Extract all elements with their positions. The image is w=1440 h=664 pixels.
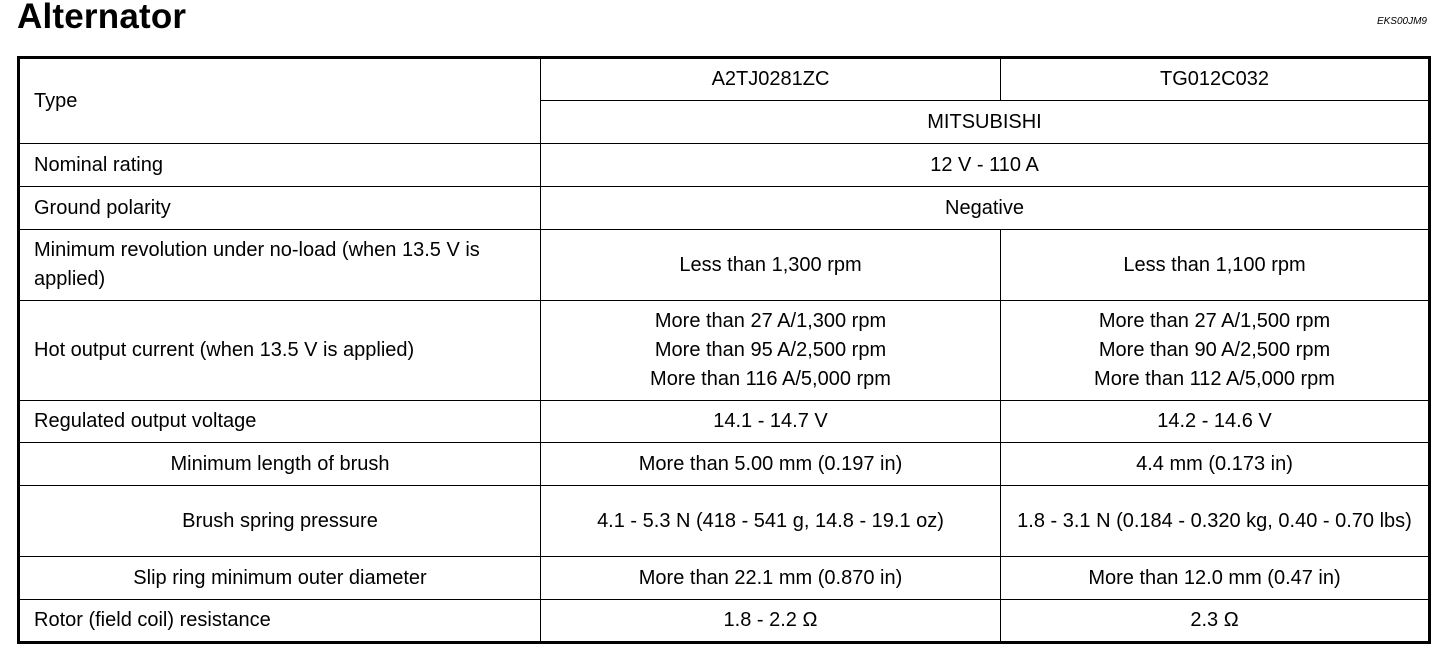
row-label: Rotor (field coil) resistance (19, 600, 541, 643)
value-line: More than 116 A/5,000 rpm (650, 368, 891, 390)
row-label: Minimum length of brush (19, 443, 541, 486)
row-value-model-1: 14.1 - 14.7 V (541, 401, 1001, 443)
row-value: 12 V - 110 A (541, 144, 1430, 187)
model-header-2: TG012C032 (1001, 58, 1430, 101)
row-value-model-2: More than 12.0 mm (0.47 in) (1001, 557, 1430, 600)
alternator-spec-table (17, 56, 1431, 644)
table-row (19, 557, 1430, 600)
page-title: Alternator (17, 0, 187, 36)
value-line: More than 112 A/5,000 rpm (1094, 368, 1335, 390)
row-value-model-2: 14.2 - 14.6 V (1001, 401, 1430, 443)
row-value-model-2: 4.4 mm (0.173 in) (1001, 443, 1430, 486)
row-value-model-1: 1.8 - 2.2 Ω (541, 600, 1001, 643)
row-label: Regulated output voltage (19, 401, 541, 443)
row-value-model-1: 4.1 - 5.3 N (418 - 541 g, 14.8 - 19.1 oz) (541, 486, 1001, 557)
type-label: Type (19, 58, 541, 144)
row-label: Ground polarity (19, 187, 541, 230)
value-line: More than 95 A/2,500 rpm (654, 339, 887, 361)
document-code: EKS00JM9 (1376, 16, 1427, 27)
row-label: Minimum revolution under no-load (when 13.5 V is applied) (19, 230, 541, 301)
value-line: More than 90 A/2,500 rpm (1098, 339, 1331, 361)
value-line: More than 27 A/1,500 rpm (1098, 310, 1331, 332)
table-row (19, 486, 1430, 557)
row-label: Nominal rating (19, 144, 541, 187)
table-row (19, 187, 1430, 230)
row-value-model-2: 2.3 Ω (1001, 600, 1430, 643)
row-value-model-2: Less than 1,100 rpm (1001, 230, 1430, 301)
row-value-model-2 (1001, 301, 1430, 401)
table-row (19, 600, 1430, 643)
table-row (19, 443, 1430, 486)
table-row (19, 230, 1430, 301)
row-value: Negative (541, 187, 1430, 230)
row-value-model-2: 1.8 - 3.1 N (0.184 - 0.320 kg, 0.40 - 0.70 lbs) (1001, 486, 1430, 557)
row-value-model-1 (541, 301, 1001, 401)
row-value-model-1: Less than 1,300 rpm (541, 230, 1001, 301)
table-row (19, 401, 1430, 443)
row-label: Brush spring pressure (19, 486, 541, 557)
row-label: Slip ring minimum outer diameter (19, 557, 541, 600)
table-row (19, 301, 1430, 401)
value-line: More than 27 A/1,300 rpm (654, 310, 887, 332)
manufacturer-cell: MITSUBISHI (541, 101, 1430, 144)
row-label: Hot output current (when 13.5 V is applied) (19, 301, 541, 401)
model-header-1: A2TJ0281ZC (541, 58, 1001, 101)
row-value-model-1: More than 5.00 mm (0.197 in) (541, 443, 1001, 486)
table-row (19, 144, 1430, 187)
table-row (19, 58, 1430, 101)
row-value-model-1: More than 22.1 mm (0.870 in) (541, 557, 1001, 600)
